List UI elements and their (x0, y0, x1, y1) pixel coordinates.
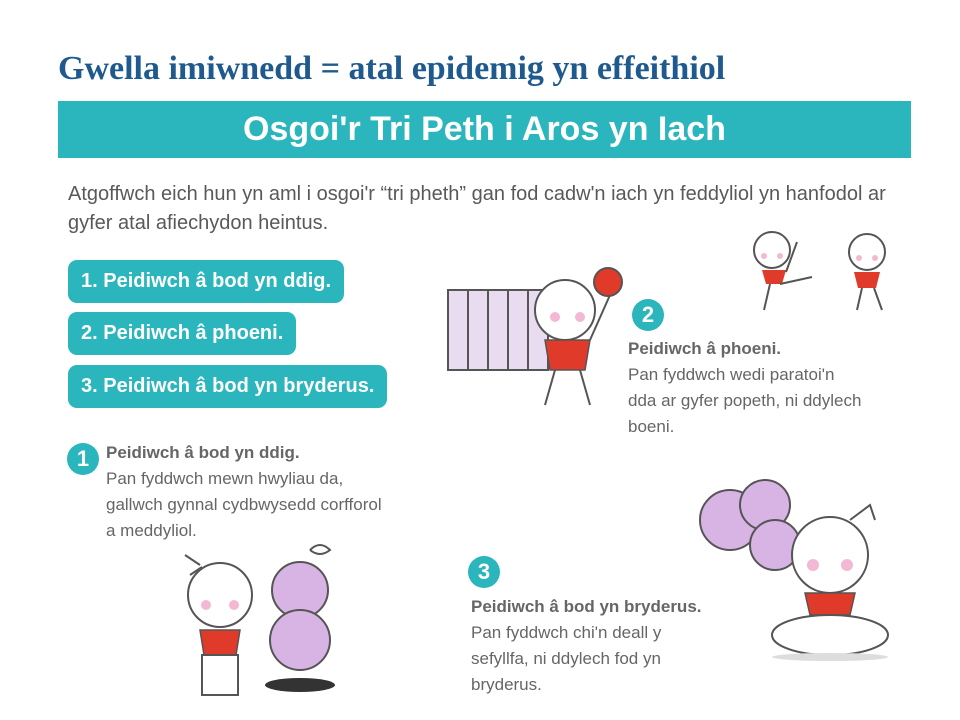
point-3-heading: Peidiwch â bod yn bryderus. (471, 597, 702, 616)
point-1-text (106, 440, 382, 544)
list-item-worry: 2. Peidiwch â phoeni. (68, 312, 296, 355)
number-badge-1: 1 (67, 443, 99, 475)
meditating-child-illustration (680, 465, 900, 665)
point-1-line: gallwch gynnal cydbwysedd corfforol (106, 495, 382, 514)
banner-heading: Osgoi'r Tri Peth i Aros yn Iach (58, 101, 911, 158)
point-2-line: boeni. (628, 417, 675, 436)
number-badge-2: 2 (632, 299, 664, 331)
point-1-line: a meddyliol. (106, 521, 197, 540)
child-with-ball-and-cage-illustration (440, 255, 630, 415)
point-3-line: bryderus. (471, 675, 542, 694)
point-3-text (471, 594, 702, 698)
point-3-line: sefyllfa, ni ddylech fod yn (471, 649, 661, 668)
point-2-heading: Peidiwch â phoeni. (628, 339, 782, 358)
list-item-anxious: 3. Peidiwch â bod yn bryderus. (68, 365, 387, 408)
point-2-text (628, 336, 861, 440)
point-1-heading: Peidiwch â bod yn ddig. (106, 443, 300, 462)
list-item-angry: 1. Peidiwch â bod yn ddig. (68, 260, 344, 303)
point-2-line: Pan fyddwch wedi paratoi'n (628, 365, 835, 384)
intro-paragraph: Atgoffwch eich hun yn aml i osgoi'r “tri pheth” gan fod cadw'n iach yn feddyliol yn hanfodol ar gyfer atal afiechydon heintus. (68, 183, 886, 234)
number-badge-3: 3 (468, 556, 500, 588)
point-2-line: dda ar gyfer popeth, ni ddylech (628, 391, 862, 410)
point-1-line: Pan fyddwch mewn hwyliau da, (106, 469, 344, 488)
happy-and-angry-children-illustration (160, 535, 360, 705)
page-title: Gwella imiwnedd = atal epidemig yn effeithiol (58, 50, 726, 87)
point-3-line: Pan fyddwch chi'n deall y (471, 623, 662, 642)
children-playing-illustration (742, 222, 912, 317)
